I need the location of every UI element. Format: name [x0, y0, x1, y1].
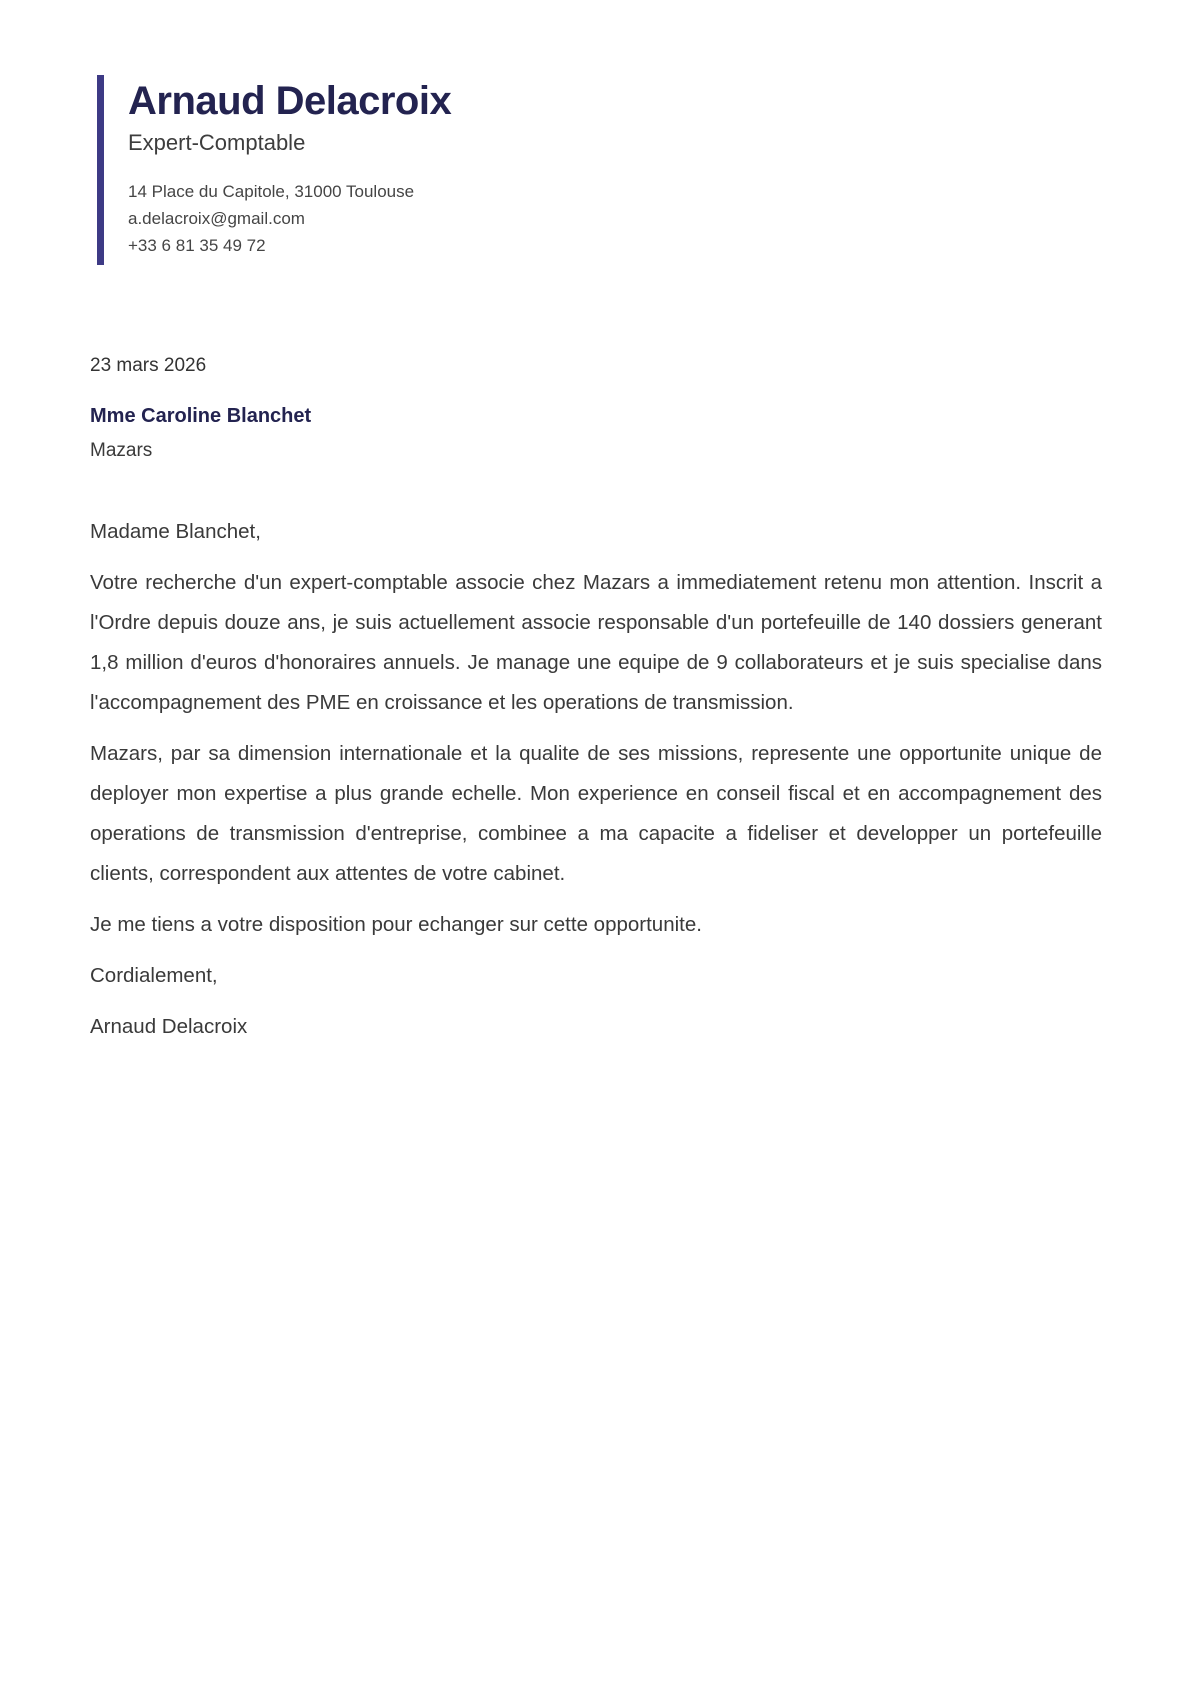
salutation: Madame Blanchet,: [90, 520, 261, 543]
body-paragraph-2: Mazars, par sa dimension internationale et la qualite de ses missions, represente une opportunite unique de deployer mon expertise a plus grande echelle. Mon experience en conseil fiscal et en accompagnement des operations de transmission d'entreprise, combinee a ma capacite a fideliser et developper un portefeuille clients, correspondent aux attentes de votre cabinet.: [90, 742, 1102, 885]
signature: Arnaud Delacroix: [90, 1015, 248, 1038]
letter-header: [97, 75, 1047, 265]
sender-name: Arnaud Delacroix: [128, 79, 452, 123]
sender-title: Expert-Comptable: [128, 130, 306, 155]
body-paragraph-3: Je me tiens a votre disposition pour echanger sur cette opportunite.: [90, 913, 702, 936]
sender-phone: +33 6 81 35 49 72: [128, 236, 266, 255]
letter-body: [90, 512, 1102, 1058]
sender-address: 14 Place du Capitole, 31000 Toulouse: [128, 182, 415, 201]
closing: Cordialement,: [90, 964, 218, 987]
sender-contact-block: [128, 178, 1047, 259]
sender-email: a.delacroix@gmail.com: [128, 209, 305, 228]
recipient-name: Mme Caroline Blanchet: [90, 405, 312, 427]
letter-date: 23 mars 2026: [90, 355, 207, 376]
recipient-company: Mazars: [90, 440, 153, 461]
recipient-block: [90, 405, 311, 462]
body-paragraph-1: Votre recherche d'un expert-comptable associe chez Mazars a immediatement retenu mon attention. Inscrit a l'Ordre depuis douze ans, je suis actuellement associe responsable d'un portefeuille de 140 dossiers generant 1,8 million d'euros d'honoraires annuels. Je manage une equipe de 9 collaborateurs et je suis specialise dans l'accompagnement des PME en croissance et les operations de transmission.: [90, 571, 1102, 714]
